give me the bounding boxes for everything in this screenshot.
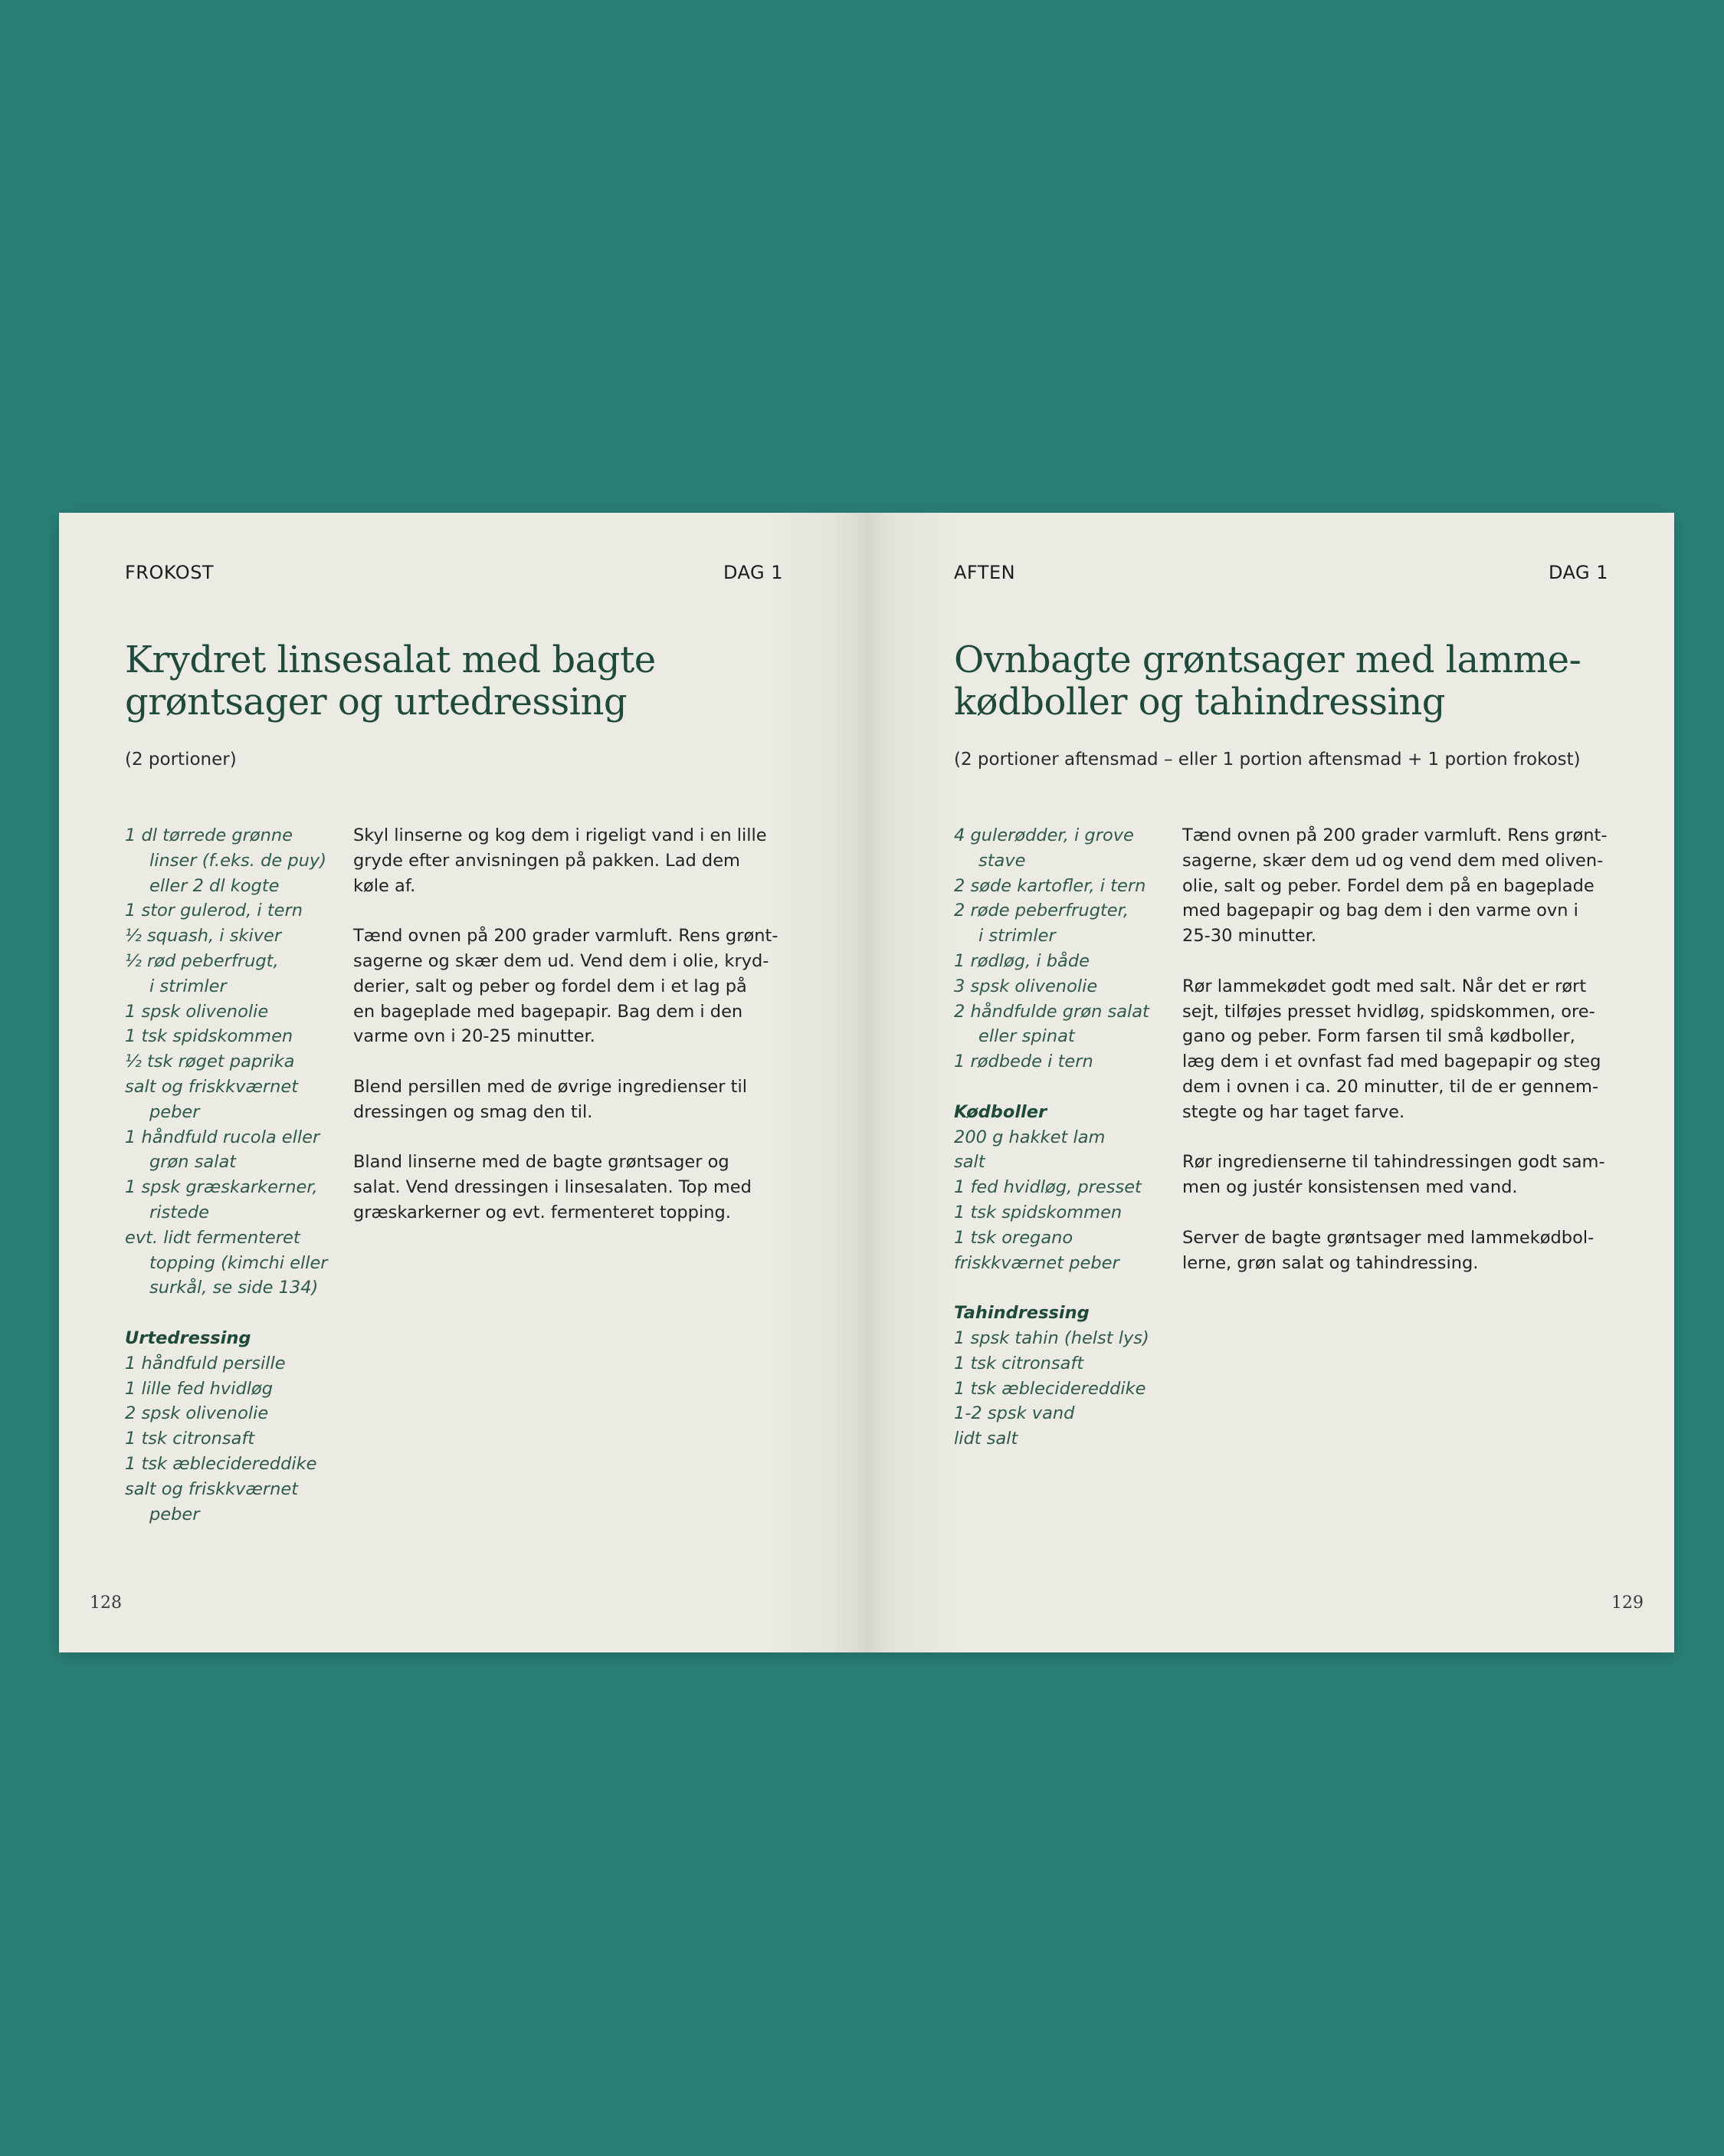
paragraph-spacer bbox=[1182, 1200, 1627, 1226]
left-page bbox=[59, 513, 867, 1652]
method-line: 25-30 minutter. bbox=[1182, 926, 1317, 947]
method-line: Bland linserne med de bagte grøntsager og bbox=[353, 1152, 729, 1173]
method-line: Skyl linserne og kog dem i rigeligt vand i en lille bbox=[353, 825, 767, 845]
ingredient-line: salt bbox=[954, 1152, 985, 1173]
paragraph-spacer bbox=[353, 1049, 798, 1075]
day-label: DAG 1 bbox=[1548, 562, 1608, 583]
ingredient-line: 1 håndfuld persille bbox=[125, 1353, 286, 1373]
method-paragraph bbox=[353, 1150, 798, 1225]
book-spread bbox=[59, 513, 1674, 1652]
section-label: AFTEN bbox=[954, 562, 1016, 583]
ingredient-subheading: Kødboller bbox=[954, 1101, 1047, 1122]
spacer bbox=[954, 1075, 1184, 1100]
ingredient-line: surkål, se side 134) bbox=[149, 1278, 319, 1298]
ingredient-line: 1 spsk græskarkerner, bbox=[125, 1177, 318, 1198]
ingredient-line: 1 tsk oregano bbox=[954, 1227, 1073, 1248]
paragraph-spacer bbox=[1182, 1125, 1627, 1150]
title-line: grøntsager og urtedressing bbox=[125, 681, 628, 724]
ingredients-list bbox=[954, 823, 1184, 1452]
ingredient-line: eller 2 dl kogte bbox=[149, 875, 280, 896]
ingredient-line: 1 spsk olivenolie bbox=[125, 1001, 269, 1022]
method-line: salat. Vend dressingen i linsesalaten. Top med bbox=[353, 1177, 752, 1198]
ingredient-subheading: Urtedressing bbox=[125, 1327, 251, 1348]
paragraph-spacer bbox=[353, 898, 798, 924]
method-line: dem i ovnen i ca. 20 minutter, til de er gennem- bbox=[1182, 1076, 1599, 1097]
ingredient-line: ½ rød peberfrugt, bbox=[125, 950, 279, 971]
ingredient-line: 1 rødløg, i både bbox=[954, 950, 1090, 971]
method-line: sagerne, skær dem ud og vend dem med oliven- bbox=[1182, 850, 1604, 871]
page-number: 129 bbox=[1611, 1593, 1644, 1613]
ingredient-line: 1 lille fed hvidløg bbox=[125, 1378, 274, 1399]
ingredient-line: 1 rødbede i tern bbox=[954, 1052, 1093, 1072]
ingredient-line: 1 tsk spidskommen bbox=[954, 1202, 1123, 1222]
method-line: olie, salt og peber. Fordel dem på en bageplade bbox=[1182, 875, 1595, 896]
method-line: sejt, tilføjes presset hvidløg, spidskommen, ore- bbox=[1182, 1001, 1595, 1022]
method-paragraph bbox=[353, 1075, 798, 1125]
ingredient-line: 1-2 spsk vand bbox=[954, 1403, 1075, 1424]
spacer bbox=[954, 1275, 1184, 1301]
method-line: med bagepapir og bag dem i den varme ovn i bbox=[1182, 901, 1578, 921]
method-line: Blend persillen med de øvrige ingredienser til bbox=[353, 1076, 747, 1097]
day-label: DAG 1 bbox=[723, 562, 783, 583]
paragraph-spacer bbox=[353, 1125, 798, 1150]
ingredient-line: 1 fed hvidløg, presset bbox=[954, 1177, 1142, 1198]
method-line: stegte og har taget farve. bbox=[1182, 1101, 1405, 1122]
ingredient-line: evt. lidt fermenteret bbox=[125, 1227, 300, 1248]
ingredient-line: grøn salat bbox=[149, 1152, 237, 1173]
right-page bbox=[867, 513, 1674, 1652]
ingredient-line: 1 tsk citronsaft bbox=[125, 1429, 255, 1449]
method-line: Tænd ovnen på 200 grader varmluft. Rens grønt- bbox=[1182, 825, 1608, 845]
method-paragraph bbox=[1182, 1226, 1627, 1276]
method-paragraph bbox=[1182, 974, 1627, 1125]
method-text bbox=[1182, 823, 1627, 1275]
ingredient-line: 1 håndfuld rucola eller bbox=[125, 1127, 320, 1147]
ingredient-line: ½ tsk røget paprika bbox=[125, 1052, 295, 1072]
ingredient-line: lidt salt bbox=[954, 1429, 1018, 1449]
method-line: men og justér konsistensen med vand. bbox=[1182, 1177, 1518, 1198]
spacer bbox=[125, 1301, 355, 1326]
portions-note: (2 portioner) bbox=[125, 750, 237, 770]
ingredient-line: stave bbox=[978, 850, 1026, 871]
method-line: en bageplade med bagepapir. Bag dem i den bbox=[353, 1001, 743, 1022]
recipe-title bbox=[954, 639, 1621, 724]
ingredient-line: 1 spsk tahin (helst lys) bbox=[954, 1327, 1149, 1348]
ingredient-subheading: Tahindressing bbox=[954, 1303, 1090, 1324]
ingredient-line: 1 tsk æblecidereddike bbox=[125, 1453, 317, 1474]
ingredient-line: 2 søde kartofler, i tern bbox=[954, 875, 1146, 896]
method-line: varme ovn i 20-25 minutter. bbox=[353, 1026, 595, 1047]
method-line: Tænd ovnen på 200 grader varmluft. Rens grønt- bbox=[353, 926, 778, 947]
method-line: Rør lammekødet godt med salt. Når det er rørt bbox=[1182, 976, 1587, 996]
ingredient-line: 1 dl tørrede grønne bbox=[125, 825, 293, 845]
ingredient-line: peber bbox=[149, 1504, 200, 1524]
method-line: lerne, grøn salat og tahindressing. bbox=[1182, 1252, 1479, 1273]
paragraph-spacer bbox=[1182, 949, 1627, 974]
title-line: Krydret linsesalat med bagte bbox=[125, 638, 656, 681]
method-line: gano og peber. Form farsen til små kødboller, bbox=[1182, 1026, 1575, 1047]
method-line: gryde efter anvisningen på pakken. Lad dem bbox=[353, 850, 740, 871]
ingredient-line: salt og friskkværnet bbox=[125, 1478, 299, 1499]
ingredient-line: 1 tsk spidskommen bbox=[125, 1026, 293, 1047]
method-line: derier, salt og peber og fordel dem i et lag på bbox=[353, 976, 747, 996]
portions-note: (2 portioner aftensmad – eller 1 portion aftensmad + 1 portion frokost) bbox=[954, 750, 1581, 770]
ingredient-line: linser (f.eks. de puy) bbox=[149, 850, 326, 871]
method-line: køle af. bbox=[353, 875, 416, 896]
ingredient-line: friskkværnet peber bbox=[954, 1252, 1119, 1273]
method-line: Rør ingredienserne til tahindressingen godt sam- bbox=[1182, 1152, 1605, 1173]
page-number: 128 bbox=[90, 1593, 122, 1613]
method-paragraph bbox=[1182, 823, 1627, 949]
ingredient-line: i strimler bbox=[978, 926, 1056, 947]
method-paragraph bbox=[353, 924, 798, 1049]
ingredient-line: 4 gulerødder, i grove bbox=[954, 825, 1134, 845]
ingredient-line: 200 g hakket lam bbox=[954, 1127, 1106, 1147]
ingredient-line: salt og friskkværnet bbox=[125, 1076, 299, 1097]
ingredient-line: 1 stor gulerod, i tern bbox=[125, 901, 303, 921]
method-line: græskarkerner og evt. fermenteret topping. bbox=[353, 1202, 731, 1222]
method-line: Server de bagte grøntsager med lammekødbol- bbox=[1182, 1227, 1595, 1248]
section-label: FROKOST bbox=[125, 562, 215, 583]
method-line: dressingen og smag den til. bbox=[353, 1101, 593, 1122]
method-line: læg dem i et ovnfast fad med bagepapir og steg bbox=[1182, 1052, 1601, 1072]
ingredient-line: 3 spsk olivenolie bbox=[954, 976, 1098, 996]
method-text bbox=[353, 823, 798, 1226]
ingredient-line: 2 røde peberfrugter, bbox=[954, 901, 1129, 921]
ingredient-line: peber bbox=[149, 1101, 200, 1122]
method-line: sagerne og skær dem ud. Vend dem i olie, kryd- bbox=[353, 950, 769, 971]
title-line: Ovnbagte grøntsager med lamme- bbox=[954, 638, 1581, 681]
method-paragraph bbox=[353, 823, 798, 898]
ingredient-line: ½ squash, i skiver bbox=[125, 926, 282, 947]
title-line: kødboller og tahindressing bbox=[954, 681, 1445, 724]
ingredient-line: 2 håndfulde grøn salat bbox=[954, 1001, 1149, 1022]
ingredient-line: 2 spsk olivenolie bbox=[125, 1403, 269, 1424]
ingredient-line: topping (kimchi eller bbox=[149, 1252, 328, 1273]
ingredient-line: 1 tsk æblecidereddike bbox=[954, 1378, 1146, 1399]
method-paragraph bbox=[1182, 1150, 1627, 1200]
ingredients-list bbox=[125, 823, 355, 1527]
ingredient-line: 1 tsk citronsaft bbox=[954, 1353, 1084, 1373]
ingredient-line: ristede bbox=[149, 1202, 210, 1222]
recipe-title bbox=[125, 639, 792, 724]
ingredient-line: i strimler bbox=[149, 976, 227, 996]
ingredient-line: eller spinat bbox=[978, 1026, 1075, 1047]
